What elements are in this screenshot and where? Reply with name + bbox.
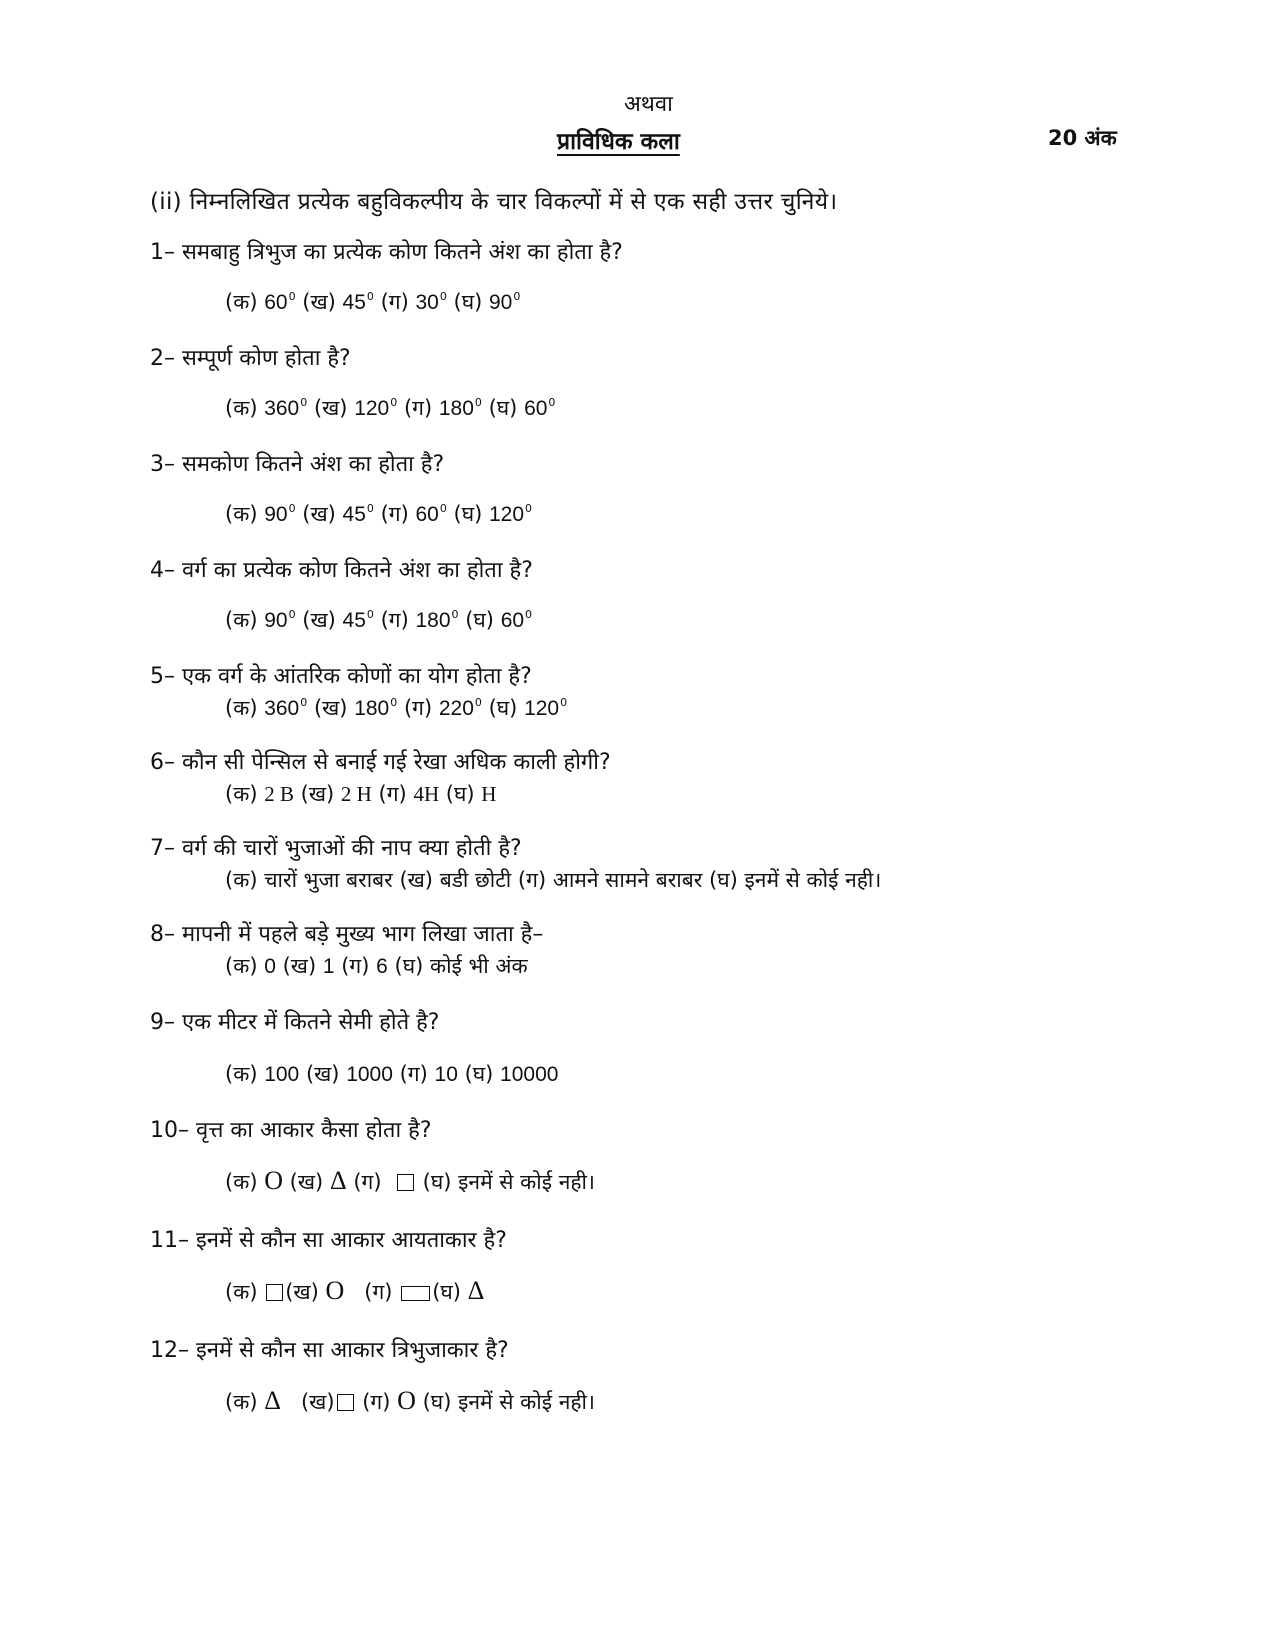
square-symbol-icon	[337, 1394, 354, 1411]
triangle-symbol-icon: Δ	[467, 1276, 485, 1305]
options-9: (क) 100 (ख) 1000 (ग) 10 (घ) 10000	[225, 1062, 559, 1086]
athva-text: अथवा	[624, 92, 673, 117]
triangle-symbol-icon: Δ	[264, 1386, 281, 1415]
triangle-symbol-icon: Δ	[329, 1166, 347, 1195]
options-1: (क) $60^0$ (ख) $45^0$ (ग) $30^0$ (घ) $90^0$	[225, 290, 521, 314]
rectangle-symbol-icon	[401, 1286, 430, 1301]
question-12: 12– इनमें से कौन सा आकार त्रिभुजाकार है?	[150, 1338, 509, 1363]
question-2: 2– सम्पूर्ण कोण होता है?	[150, 346, 351, 371]
question-9: 9– एक मीटर में कितने सेमी होते है?	[150, 1010, 440, 1035]
options-5: (क) $360^0$ (ख) $180^0$ (ग) $220^0$ (घ) $120^0$	[225, 696, 568, 720]
options-6: (क) 2 B (ख) 2 H (ग) 4H (घ) H	[225, 782, 497, 806]
question-11: 11– इनमें से कौन सा आकार आयताकार है?	[150, 1228, 507, 1253]
circle-symbol-icon: O	[264, 1166, 283, 1195]
question-1: 1– समबाहु त्रिभुज का प्रत्येक कोण कितने अंश का होता है?	[150, 240, 623, 265]
square-symbol-icon	[397, 1174, 414, 1191]
options-12: (क) Δ (ख) (ग) O (घ) इनमें से कोई नही।	[225, 1386, 595, 1415]
question-4: 4– वर्ग का प्रत्येक कोण कितने अंश का होता है?	[150, 558, 533, 583]
question-10: 10– वृत्त का आकार कैसा होता है?	[150, 1118, 432, 1143]
question-3: 3– समकोण कितने अंश का होता है?	[150, 452, 445, 477]
question-8: 8– मापनी में पहले बड़े मुख्य भाग लिखा जाता है–	[150, 922, 544, 947]
circle-symbol-icon: O	[325, 1276, 345, 1305]
instruction-text: (ii) निम्नलिखित प्रत्येक बहुविकल्पीय के चार विकल्पों में से एक सही उत्तर चुनिये।	[150, 189, 838, 215]
square-symbol-icon	[266, 1284, 283, 1301]
question-5: 5– एक वर्ग के आंतरिक कोणों का योग होता है?	[150, 664, 532, 689]
options-11: (क) (ख) O (ग) (घ) Δ	[225, 1276, 485, 1305]
question-6: 6– कौन सी पेन्सिल से बनाई गई रेखा अधिक काली होगी?	[150, 750, 611, 775]
options-4: (क) $90^0$ (ख) $45^0$ (ग) $180^0$ (घ) $60^0$	[225, 608, 533, 632]
circle-symbol-icon: O	[397, 1386, 416, 1415]
marks-label: 20 अंक	[1048, 126, 1117, 150]
options-10: (क) O (ख) Δ (ग) (घ) इनमें से कोई नही।	[225, 1166, 595, 1195]
options-7: (क) चारों भुजा बराबर (ख) बडी छोटी (ग) आमने सामने बराबर (घ) इनमें से कोई नही।	[225, 868, 882, 892]
question-7: 7– वर्ग की चारों भुजाओं की नाप क्या होती है?	[150, 836, 522, 861]
options-2: (क) $360^0$ (ख) $120^0$ (ग) $180^0$ (घ) $60^0$	[225, 396, 556, 420]
options-8: (क) 0 (ख) 1 (ग) 6 (घ) कोई भी अंक	[225, 954, 528, 978]
options-3: (क) $90^0$ (ख) $45^0$ (ग) $60^0$ (घ) $120^0$	[225, 502, 533, 526]
page-title: प्राविधिक कला	[557, 129, 680, 155]
